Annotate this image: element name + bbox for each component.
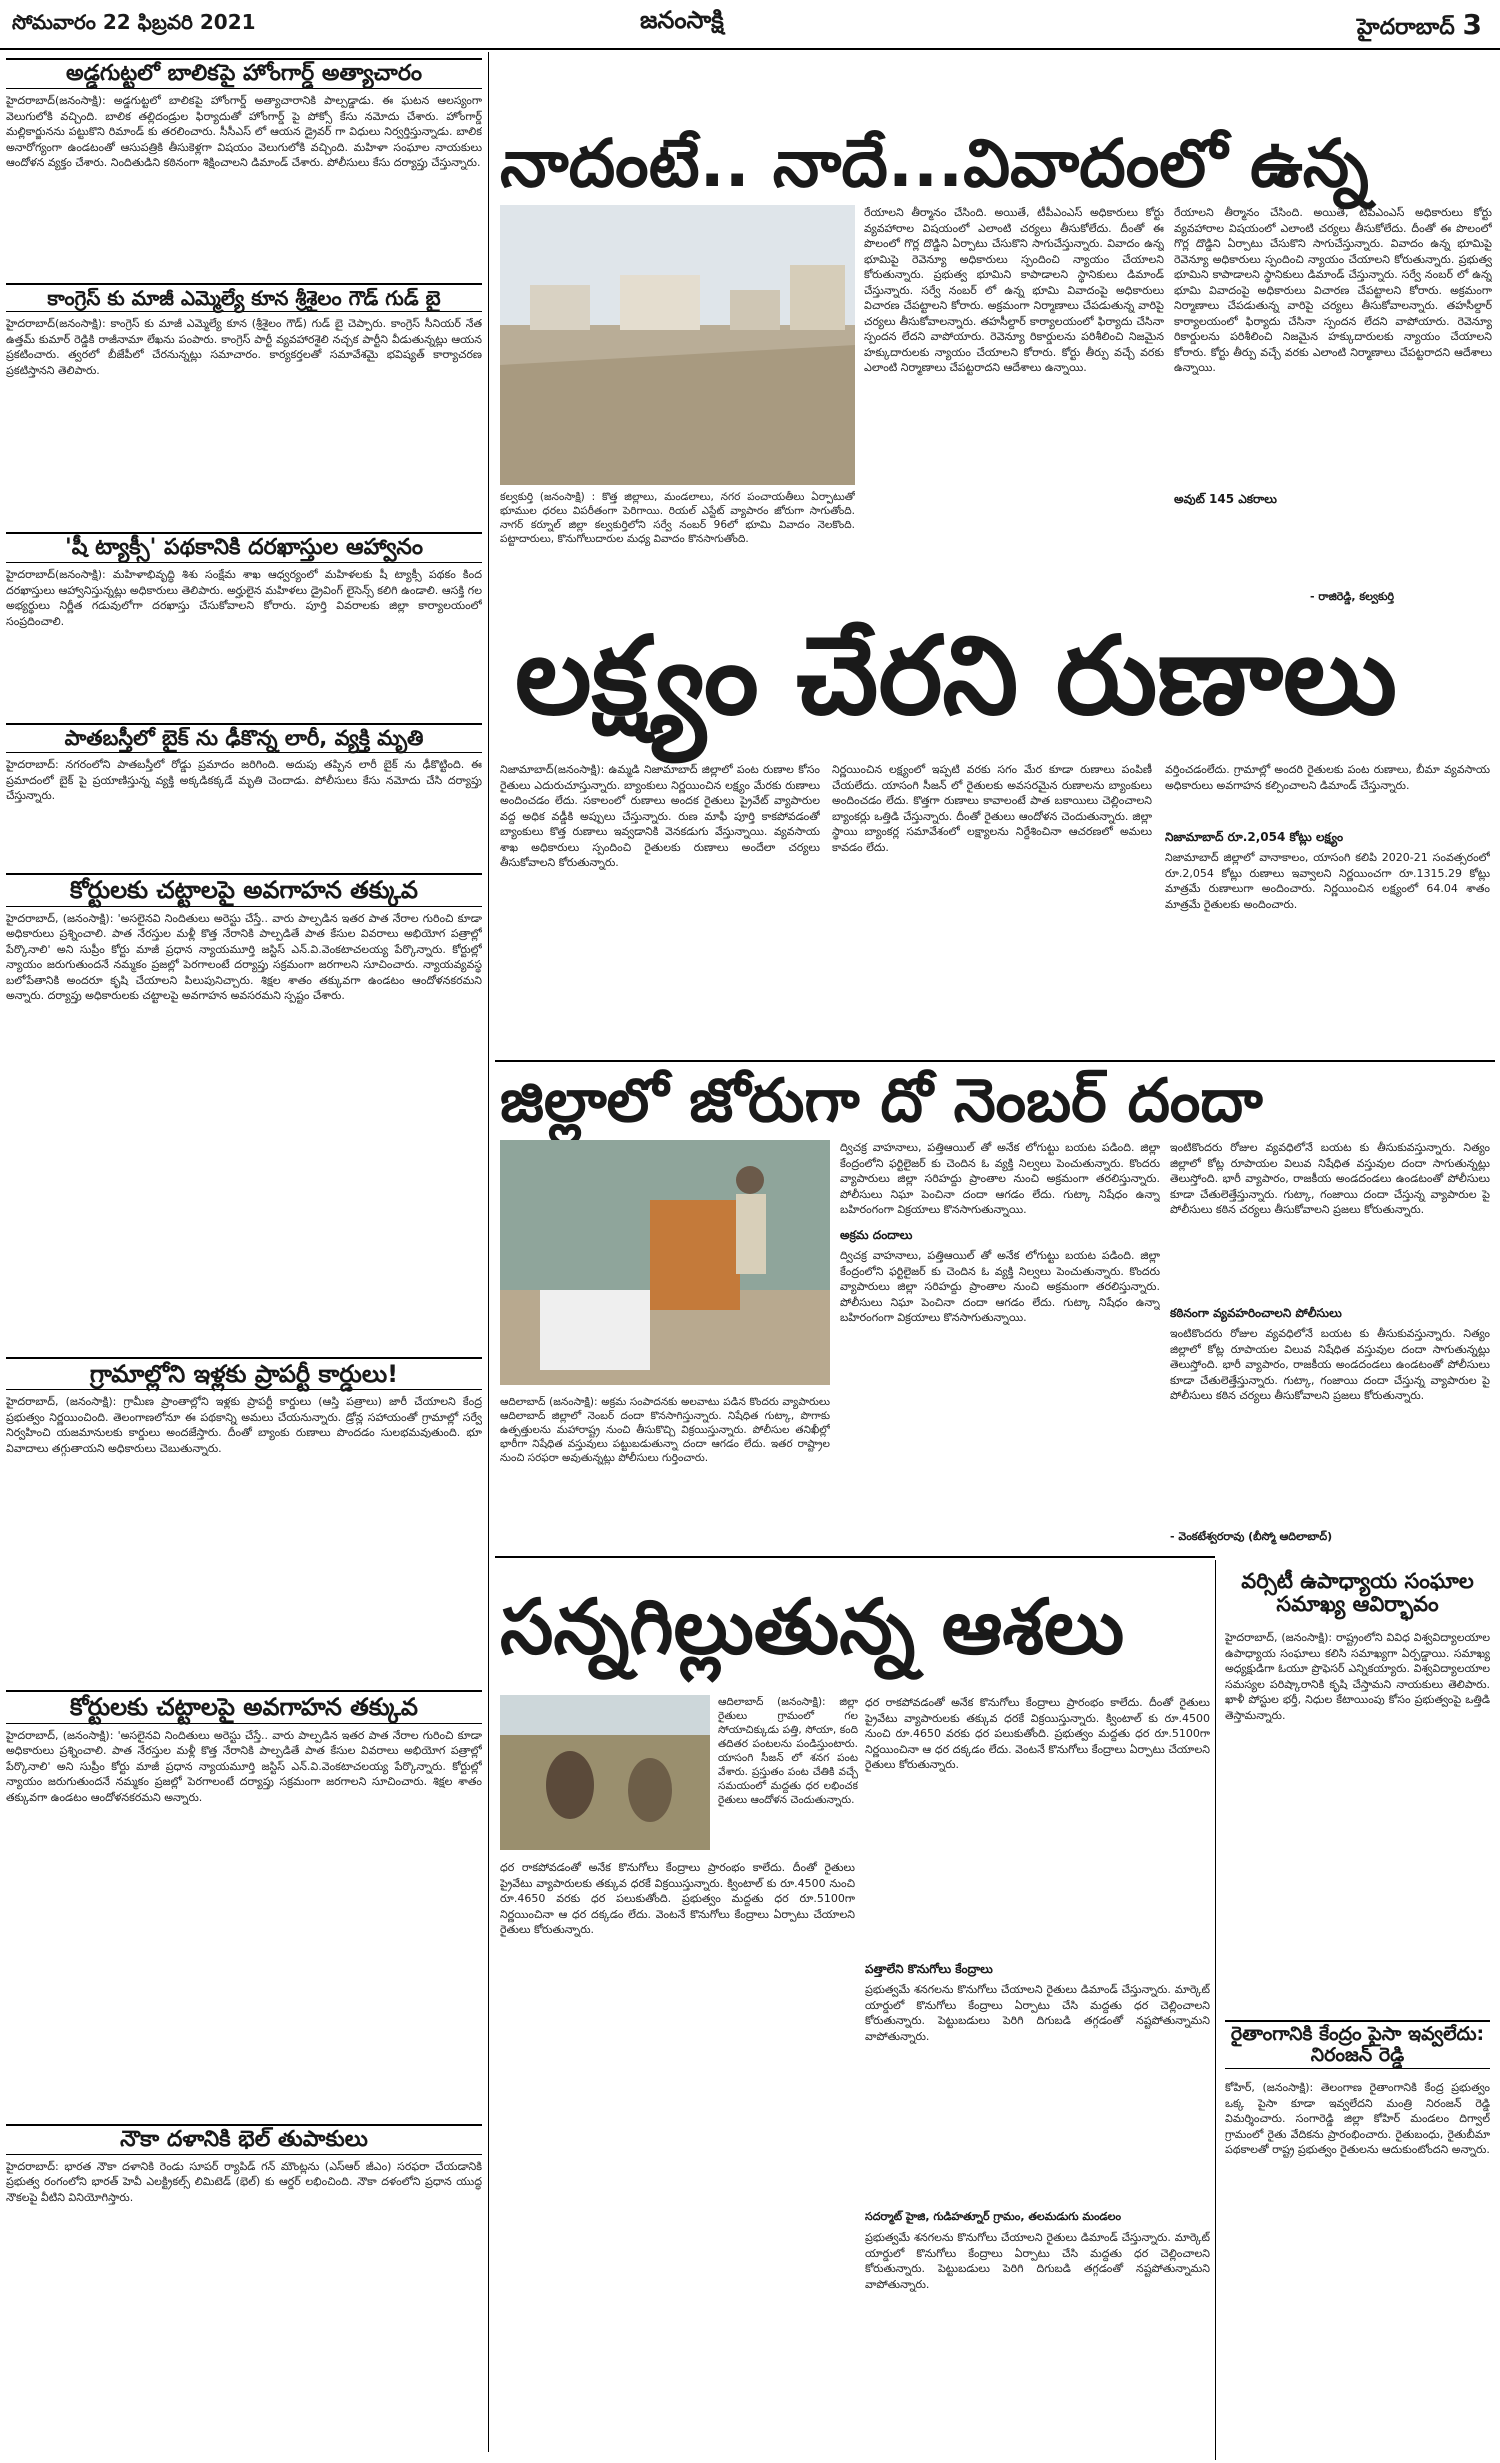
photo-caption: ఆదిలాబాద్ (జనంసాక్షి): అక్రమ సంపాదనకు అలవాటు పడిన కొందరు వ్యాపారులు ఆదిలాబాద్ జిల్లాలో నెంబర్ దందా కొనసాగిస్తున్నారు. నిషేధిత గుట్కా, పొగాకు ఉత్పత్తులను మహారాష్ట్ర నుంచి తీసుకొచ్చి విక్రయిస్తున్నారు. పోలీసుల తనిఖీల్లో భారీగా నిషేధిత వస్తువులు పట్టుబడుతున్నా దందా ఆగడం లేదు. ఇతర రాష్ట్రాల నుంచి సరఫరా అవుతున్నట్లు పోలీసులు గుర్తించారు. <box>500 1396 830 1464</box>
article-body: హైదరాబాద్: భారత నౌకా దళానికి రెండు సూపర్ ర్యాపిడ్ గన్ మౌంట్లను (ఎస్ఆర్ జీఎం) సరఫరా చేయడానికి ప్రభుత్వ రంగంలోని భారత్ హెవీ ఎలక్ట్రికల్స్ లిమిటెడ్ (భెల్) కు ఆర్డర్ లభించింది. నౌకా దళంలోని ప్రధాన యుద్ధ నౌకలపై వీటిని వినియోగిస్తారు. <box>6 2159 482 2204</box>
photo-seized-goods <box>500 1140 830 1385</box>
article-body: రేయాలని తీర్మానం చేసింది. అయితే, టీపీఎంఎస్ అధికారులు కోర్టు వ్యవహారాల విషయంలో ఎలాంటి చర్యలు తీసుకోలేదు. దీంతో ఈ పొలంలో గొర్ల దొడ్డిని ఏర్పాటు చేసుకొని సాగుచేస్తున్నారు. వివాదం ఉన్న భూమిపై రెవెన్యూ అధికారులు స్పందించి న్యాయం చేయాలని కోరుతున్నారు. ప్రభుత్వ భూమిని కాపాడాలని స్థానికులు డిమాండ్ చేస్తున్నారు. సర్వే నంబర్ లో ఉన్న భూమి వివాదంపై అధికారులు విచారణ చేపట్టాలని కోరారు. అక్రమంగా నిర్మాణాలు చేపడుతున్న వారిపై చర్యలు తీసుకోవాలన్నారు. తహసీల్దార్ కార్యాలయంలో ఫిర్యాదు చేసినా స్పందన లేదని వాపోయారు. రెవెన్యూ రికార్డులను పరిశీలించి నిజమైన హక్కుదారులకు న్యాయం చేయాలని కోరారు. కోర్టు తీర్పు వచ్చే వరకు ఎలాంటి నిర్మాణాలు చేపట్టరాదని ఆదేశాలు ఉన్నాయి. <box>1174 206 1492 374</box>
article-body: కోహిర్, (జనంసాక్షి): తెలంగాణ రైతాంగానికి కేంద్ర ప్రభుత్వం ఒక్క పైసా కూడా ఇవ్వలేదని మంత్రి నిరంజన్ రెడ్డి విమర్శించారు. సంగారెడ్డి జిల్లా కోహిర్ మండలం దిగ్వాల్ గ్రామంలో రైతు వేదికను ప్రారంభించారు. రైతుబంధు, రైతుబీమా పథకాలతో రాష్ట్ర ప్రభుత్వం రైతులను ఆదుకుంటోందని అన్నారు. <box>1225 2081 1490 2156</box>
issue-date: సోమవారం 22 ఫిబ్రవరి 2021 <box>12 10 256 34</box>
article-body: రేయాలని తీర్మానం చేసింది. అయితే, టీపీఎంఎస్ అధికారులు కోర్టు వ్యవహారాల విషయంలో ఎలాంటి చర్యలు తీసుకోలేదు. దీంతో ఈ పొలంలో గొర్ల దొడ్డిని ఏర్పాటు చేసుకొని సాగుచేస్తున్నారు. వివాదం ఉన్న భూమిపై రెవెన్యూ అధికారులు స్పందించి న్యాయం చేయాలని కోరుతున్నారు. ప్రభుత్వ భూమిని కాపాడాలని స్థానికులు డిమాండ్ చేస్తున్నారు. సర్వే నంబర్ లో ఉన్న భూమి వివాదంపై అధికారులు విచారణ చేపట్టాలని కోరారు. అక్రమంగా నిర్మాణాలు చేపడుతున్న వారిపై చర్యలు తీసుకోవాలన్నారు. తహసీల్దార్ కార్యాలయంలో ఫిర్యాదు చేసినా స్పందన లేదని వాపోయారు. రెవెన్యూ రికార్డులను పరిశీలించి నిజమైన హక్కుదారులకు న్యాయం చేయాలని కోరారు. కోర్టు తీర్పు వచ్చే వరకు ఎలాంటి నిర్మాణాలు చేపట్టరాదని ఆదేశాలు ఉన్నాయి. <box>864 206 1164 374</box>
subheading: పత్తాలేని కొనుగోలు కేంద్రాలు <box>865 1962 993 1976</box>
article-body: హైదరాబాద్, (జనంసాక్షి): 'అసలైనవి నిందితులు అరెస్టు చేస్తే.. వారు పాల్పడిన ఇతర పాత నేరాల గురించి కూడా అధికారులు ప్రశ్నించాలి. పాత నేరస్తుల మళ్లీ కొత్త నేరానికి పాల్పడితే పాత కేసుల వివరాలు అభియోగ పత్రాల్లో పేర్కొనాలి' అని సుప్రీం కోర్టు మాజీ ప్రధాన న్యాయమూర్తి జస్టిస్ ఎన్.వి.వెంకటాచలయ్య పేర్కొన్నారు. కోర్టుల్లో న్యాయం జరుగుతుందనే నమ్మకం ప్రజల్లో పెరగాలంటే దర్యాప్తు సక్రమంగా జరగాలని సూచించారు. శిక్షల శాతం తక్కువగా ఉండటం ఆందోళనకరమని అన్నారు. <box>6 1728 482 1804</box>
headline-left-3: 'షీ ట్యాక్సీ' పథకానికి దరఖాస్తుల ఆహ్వానం <box>6 532 482 563</box>
photo-farmers-field <box>500 1695 710 1850</box>
headline-left-6: గ్రామాల్లోని ఇళ్లకు ప్రాపర్టీ కార్డులు! <box>6 1357 482 1390</box>
article-body: నిర్ణయించిన లక్ష్యంలో ఇప్పటి వరకు సగం మేర కూడా రుణాలు పంపిణీ చేయలేదు. యాసంగి సీజన్ లో రైతులకు అవసరమైన రుణాలను బ్యాంకులు అందించడం లేదు. కొత్తగా రుణాలు కావాలంటే పాత బకాయిలు చెల్లించాలని బ్యాంకర్లు ఒత్తిడి చేస్తున్నారు. దీంతో రైతులు ఆందోళన చెందుతున్నారు. జిల్లా స్థాయి బ్యాంకర్ల సమావేశంలో లక్ష్యాలను నిర్దేశించినా ఆచరణలో అమలు కావడం లేదు. <box>832 763 1152 854</box>
column-rule <box>1215 1560 1216 2460</box>
headline-left-8: నౌకా దళానికి భెల్ తుపాకులు <box>6 2124 482 2155</box>
article-body: ధర రాకపోవడంతో అనేక కొనుగోలు కేంద్రాలు ప్రారంభం కాలేదు. దీంతో రైతులు ప్రైవేటు వ్యాపారులకు తక్కువ ధరకే విక్రయిస్తున్నారు. క్వింటాల్ కు రూ.4500 నుంచి రూ.4650 వరకు ధర పలుకుతోంది. ప్రభుత్వం మద్దతు ధర రూ.5100గా నిర్ణయించినా ఆ ధర దక్కడం లేదు. వెంటనే కొనుగోలు కేంద్రాలు ఏర్పాటు చేయాలని రైతులు కోరుతున్నారు. <box>865 1696 1210 1771</box>
page-number: 3 <box>1462 8 1482 41</box>
headline-left-4: పాతబస్తీలో బైక్ ను ఢీకొన్న లారీ, వ్యక్తి మృతి <box>6 723 482 753</box>
article-body: ద్విచక్ర వాహనాలు, పత్తిఆయిల్ తో అనేక లోగుట్టు బయట పడింది. జిల్లా కేంద్రంలోని ఫర్టిలైజర్ కు చెందిన ఓ వ్యక్తి నిల్వలు పెంచుతున్నారు. కొందరు వ్యాపారులు జిల్లా సరిహద్దు ప్రాంతాల నుంచి అక్రమంగా తరలిస్తున్నారు. పోలీసులు నిఘా పెంచినా దందా ఆగడం లేదు. గుట్కా నిషేధం ఉన్నా బహిరంగంగా విక్రయాలు కొనసాగుతున్నాయి. <box>840 1249 1160 1324</box>
headline-left-2: కాంగ్రెస్ కు మాజీ ఎమ్మెల్యే కూన శ్రీశైలం గౌడ్ గుడ్ బై <box>6 283 482 312</box>
headline-loans: లక్ష్యం చేరని రుణాలు <box>515 614 1397 739</box>
article-body: ఇంటికొందరు రోజుల వ్యవధిలోనే బయట కు తీసుకువస్తున్నారు. నిత్యం జిల్లాలో కోట్ల రూపాయల విలువ నిషేధిత వస్తువుల దందా సాగుతున్నట్లు తెలుస్తోంది. భారీ వ్యాపారం, రాజకీయ అండదండలు ఉండటంతో పోలీసులు కూడా చేతులెత్తేస్తున్నారు. గుట్కా, గంజాయి దందా చేస్తున్న వ్యాపారుల పై పోలీసులు కఠిన చర్యలు తీసుకోవాలని ప్రజలు కోరుతున్నారు. <box>1170 1141 1490 1216</box>
article-body: హైదరాబాద్, (జనంసాక్షి): గ్రామీణ ప్రాంతాల్లోని ఇళ్లకు ప్రాపర్టీ కార్డులు (ఆస్తి పత్రాలు) జారీ చేయాలని కేంద్ర ప్రభుత్వం నిర్ణయించింది. తెలంగాణలోనూ ఈ పథకాన్ని అమలు చేయనున్నారు. డ్రోన్ల సహాయంతో గ్రామాల్లో సర్వే నిర్వహించి యజమానులకు కార్డులు అందజేస్తారు. దీంతో బ్యాంకు రుణాలు పొందడం సులభమవుతుంది. భూ వివాదాలు తగ్గుతాయని అధికారులు చెబుతున్నారు. <box>6 1395 482 1455</box>
subheading: కఠినంగా వ్యవహరించాలని పోలీసులు <box>1170 1306 1342 1320</box>
article-body: హైదరాబాద్: నగరంలోని పాతబస్తీలో రోడ్డు ప్రమాదం జరిగింది. అదుపు తప్పిన లారీ బైక్ ను ఢీకొట్టింది. ఈ ప్రమాదంలో బైక్ పై ప్రయాణిస్తున్న వ్యక్తి అక్కడికక్కడే మృతి చెందాడు. పోలీసులు కేసు నమోదు చేసి దర్యాప్తు చేస్తున్నారు. <box>6 758 482 803</box>
article-body: హైదరాబాద్(జనంసాక్షి): అడ్డగుట్టలో బాలికపై హోంగార్డ్ అత్యాచారానికి పాల్పడ్డాడు. ఈ ఘటన ఆలస్యంగా వెలుగులోకి వచ్చింది. బాలిక తల్లిదండ్రుల ఫిర్యాదుతో హోంగార్డ్ పై పోక్సో కేసు నమోదు చేశారు. హోంగార్డ్ మల్లికార్జునను పట్టుకొని రిమాండ్ కు తరలించారు. సీసీఎస్ లో ఆయన డ్రైవర్ గా విధులు నిర్వర్తిస్తున్నాడు. బాలిక అనారోగ్యంగా ఉండటంతో ఆసుపత్రికి తీసుకెళ్లగా విషయం వెలుగులోకి వచ్చింది. మహిళా సంఘాల నాయకులు ఆందోళన వ్యక్తం చేశారు. నిందితుడిని కఠినంగా శిక్షించాలని డిమాండ్ చేశారు. పోలీసులు కేసు దర్యాప్తు చేస్తున్నారు. <box>6 94 482 170</box>
headline-two-number-business: జిల్లాలో జోరుగా దో నెంబర్ దందా <box>500 1066 1263 1136</box>
headline-hopes-fading: సన్నగిల్లుతున్న ఆశలు <box>500 1582 1125 1671</box>
headline-varsity-teachers: వర్సిటీ ఉపాధ్యాయ సంఘాల సమాఖ్య ఆవిర్భావం <box>1241 1569 1474 1617</box>
article-body: నిజామాబాద్(జనంసాక్షి): ఉమ్మడి నిజామాబాద్ జిల్లాలో పంట రుణాల కోసం రైతులు ఎదురుచూస్తున్నారు. బ్యాంకులు నిర్ణయించిన లక్ష్యం మేరకు రుణాలు అందించడం లేదు. సకాలంలో రుణాలు అందక రైతులు ప్రైవేట్ వ్యాపారుల వద్ద అధిక వడ్డీకి అప్పులు చేస్తున్నారు. రుణ మాఫీ పూర్తి కాకపోవడంతో బ్యాంకులు కొత్త రుణాలు ఇవ్వడానికి వెనకడుగు వేస్తున్నాయి. వ్యవసాయ శాఖ అధికారులు స్పందించి రైతులకు రుణాలు అందేలా చర్యలు తీసుకోవాలని కోరుతున్నారు. <box>500 763 820 869</box>
headline-left-7: కోర్టులకు చట్టాలపై అవగాహన తక్కువ <box>6 1690 482 1723</box>
article-body: హైదరాబాద్, (జనంసాక్షి): రాష్ట్రంలోని వివిధ విశ్వవిద్యాలయాల ఉపాధ్యాయ సంఘాలు కలిసి సమాఖ్యగా ఏర్పడ్డాయి. సమాఖ్య అధ్యక్షుడిగా ఓయూ ప్రొఫెసర్ ఎన్నికయ్యారు. విశ్వవిద్యాలయాల సమస్యల పరిష్కారానికి కృషి చేస్తామని నాయకులు తెలిపారు. ఖాళీ పోస్టుల భర్తీ, నిధుల కేటాయింపు కోసం ప్రభుత్వంపై ఒత్తిడి తెస్తామన్నారు. <box>1225 1631 1490 1722</box>
photo-caption: ఆదిలాబాద్ (జనంసాక్షి): జిల్లా రైతులు గ్రామంలో గల సోయాచిక్కుడు పత్తి, సోయా, కంది తదితర పంటలను పండిస్తుంటారు. యాసంగి సీజన్ లో శనగ పంట వేశారు. ప్రస్తుతం పంట చేతికి వచ్చే సమయంలో మద్దతు ధర లభించక రైతులు ఆందోళన చెందుతున్నారు. <box>718 1696 858 1806</box>
headline-left-1: అడ్డగుట్టలో బాలికపై హోంగార్డ్ అత్యాచారం <box>6 58 482 89</box>
subheading: నిజామాబాద్ రూ.2,054 కోట్లు లక్ష్యం <box>1165 830 1344 844</box>
photo-caption: కల్వకుర్తి (జనంసాక్షి) : కొత్త జిల్లాలు, మండలాలు, నగర పంచాయతీలు ఏర్పాటుతో భూముల ధరలు విపరీతంగా పెరిగాయి. రియల్ ఎస్టేట్ వ్యాపారం జోరుగా సాగుతోంది. నాగర్ కర్నూల్ జిల్లా కల్వకుర్తిలోని సర్వే నంబర్ 96లో భూమి వివాదం నెలకొంది. పట్టాదారులు, కొనుగోలుదారుల మధ్య వివాదం కొనసాగుతోంది. <box>500 491 855 545</box>
headline-left-5: కోర్టులకు చట్టాలపై అవగాహన తక్కువ <box>6 873 482 906</box>
article-body: ద్విచక్ర వాహనాలు, పత్తిఆయిల్ తో అనేక లోగుట్టు బయట పడింది. జిల్లా కేంద్రంలోని ఫర్టిలైజర్ కు చెందిన ఓ వ్యక్తి నిల్వలు పెంచుతున్నారు. కొందరు వ్యాపారులు జిల్లా సరిహద్దు ప్రాంతాల నుంచి అక్రమంగా తరలిస్తున్నారు. పోలీసులు నిఘా పెంచినా దందా ఆగడం లేదు. గుట్కా నిషేధం ఉన్నా బహిరంగంగా విక్రయాలు కొనసాగుతున్నాయి. <box>840 1141 1160 1216</box>
byline: - వెంకటేశ్వరరావు (బీస్మో ఆదిలాబాద్) <box>1170 1530 1333 1543</box>
column-rule <box>488 52 489 2452</box>
headline-land-dispute: నాదంటే.. నాదే...వివాదంలో ఉన్న <box>500 125 1369 202</box>
subheading: సదర్మాట్ హైజి, గుడిహత్నూర్ గ్రామం, తలమడుగు మండలం <box>865 2210 1122 2223</box>
article-body: హైదరాబాద్(జనంసాక్షి): కాంగ్రెస్ కు మాజీ ఎమ్మెల్యే కూన (శ్రీశైలం గౌడ్) గుడ్ బై చెప్పారు. కాంగ్రెస్ సీనియర్ నేత ఉత్తమ్ కుమార్ రెడ్డికి రాజీనామా లేఖను పంపారు. కాంగ్రెస్ పార్టీ వ్యవహారశైలి నచ్చక పార్టీని వీడుతున్నట్లు ఆయన ప్రకటించారు. త్వరలో బీజేపీలో చేరనున్నట్లు సమాచారం. కార్యకర్తలతో సమావేశమై భవిష్యత్ కార్యాచరణ ప్రకటిస్తానని తెలిపారు. <box>6 317 482 377</box>
left-column <box>6 58 482 2309</box>
subheading: అక్రమ దందాలు <box>840 1228 913 1242</box>
article-body: హైదరాబాద్, (జనంసాక్షి): 'అసలైనవి నిందితులు అరెస్టు చేస్తే.. వారు పాల్పడిన ఇతర పాత నేరాల గురించి కూడా అధికారులు ప్రశ్నించాలి. పాత నేరస్తుల మళ్లీ కొత్త నేరానికి పాల్పడితే పాత కేసుల వివరాలు అభియోగ పత్రాల్లో పేర్కొనాలి' అని సుప్రీం కోర్టు మాజీ ప్రధాన న్యాయమూర్తి జస్టిస్ ఎన్.వి.వెంకటాచలయ్య పేర్కొన్నారు. కోర్టుల్లో న్యాయం జరుగుతుందనే నమ్మకం ప్రజల్లో పెరగాలంటే దర్యాప్తు సక్రమంగా జరగాలని సూచించారు. న్యాయవ్యవస్థ బలోపేతానికి అందరూ కృషి చేయాలని పిలుపునిచ్చారు. శిక్షల శాతం తక్కువగా ఉండటం ఆందోళనకరమని అన్నారు. దర్యాప్తు అధికారులకు చట్టాలపై అవగాహన అవసరమని స్పష్టం చేశారు. <box>6 911 482 1003</box>
article-body: ఇంటికొందరు రోజుల వ్యవధిలోనే బయట కు తీసుకువస్తున్నారు. నిత్యం జిల్లాలో కోట్ల రూపాయల విలువ నిషేధిత వస్తువుల దందా సాగుతున్నట్లు తెలుస్తోంది. భారీ వ్యాపారం, రాజకీయ అండదండలు ఉండటంతో పోలీసులు కూడా చేతులెత్తేస్తున్నారు. గుట్కా, గంజాయి దందా చేస్తున్న వ్యాపారుల పై పోలీసులు కఠిన చర్యలు తీసుకోవాలని ప్రజలు కోరుతున్నారు. <box>1170 1327 1490 1402</box>
article-body: వర్తించడంలేదు. గ్రామాల్లో అందరి రైతులకు పంట రుణాలు, బీమా వ్యవసాయ అధికారులు అవగాహన కల్పించాలని డిమాండ్ చేస్తున్నారు. <box>1165 763 1490 792</box>
article-body: ప్రభుత్వమే శనగలను కొనుగోలు చేయాలని రైతులు డిమాండ్ చేస్తున్నారు. మార్కెట్ యార్డులో కొనుగోలు కేంద్రాలు ఏర్పాటు చేసి మద్దతు ధర చెల్లించాలని కోరుతున్నారు. పెట్టుబడులు పెరిగి దిగుబడి తగ్గడంతో నష్టపోతున్నామని వాపోతున్నారు. <box>865 1983 1210 2043</box>
article-body: హైదరాబాద్(జనంసాక్షి): మహిళాభివృద్ధి శిశు సంక్షేమ శాఖ ఆధ్వర్యంలో మహిళలకు షీ ట్యాక్సీ పథకం కింద దరఖాస్తులు ఆహ్వానిస్తున్నట్లు అధికారులు తెలిపారు. అర్హులైన మహిళలు డ్రైవింగ్ లైసెన్స్ కలిగి ఉండాలి. ఆసక్తి గల అభ్యర్థులు నిర్ణీత గడువులోగా దరఖాస్తు చేసుకోవాలని కోరారు. పూర్తి వివరాలకు జిల్లా కార్యాలయంలో సంప్రదించాలి. <box>6 568 482 628</box>
edition-city: హైదరాబాద్ 3 <box>1356 8 1482 41</box>
newspaper-logo: జనంసాక్షి <box>640 6 724 34</box>
photo-disputed-land <box>500 205 855 485</box>
subheading: అవుట్ 145 ఎకరాలు <box>1174 492 1277 506</box>
section-rule <box>495 1556 1215 1558</box>
article-body: ధర రాకపోవడంతో అనేక కొనుగోలు కేంద్రాలు ప్రారంభం కాలేదు. దీంతో రైతులు ప్రైవేటు వ్యాపారులకు తక్కువ ధరకే విక్రయిస్తున్నారు. క్వింటాల్ కు రూ.4500 నుంచి రూ.4650 వరకు ధర పలుకుతోంది. ప్రభుత్వం మద్దతు ధర రూ.5100గా నిర్ణయించినా ఆ ధర దక్కడం లేదు. వెంటనే కొనుగోలు కేంద్రాలు ఏర్పాటు చేయాలని రైతులు కోరుతున్నారు. <box>500 1861 855 1936</box>
article-body: ప్రభుత్వమే శనగలను కొనుగోలు చేయాలని రైతులు డిమాండ్ చేస్తున్నారు. మార్కెట్ యార్డులో కొనుగోలు కేంద్రాలు ఏర్పాటు చేసి మద్దతు ధర చెల్లించాలని కోరుతున్నారు. పెట్టుబడులు పెరిగి దిగుబడి తగ్గడంతో నష్టపోతున్నామని వాపోతున్నారు. <box>865 2231 1210 2291</box>
article-body: నిజామాబాద్ జిల్లాలో వానాకాలం, యాసంగి కలిపి 2020-21 సంవత్సరంలో రూ.2,054 కోట్లు రుణాలు ఇవ్వాలని నిర్ణయించగా రూ.1315.29 కోట్లు మాత్రమే రుణాలుగా అందించారు. నిర్ణయించిన లక్ష్యంలో 64.04 శాతం మాత్రమే రైతులకు అందించారు. <box>1165 851 1490 911</box>
masthead <box>0 0 1500 50</box>
byline: - రాజిరెడ్డి, కల్వకుర్తి <box>1310 590 1395 603</box>
section-rule <box>495 1060 1495 1062</box>
headline-niranjan-reddy: రైతాంగానికి కేంద్రం పైసా ఇవ్వలేదు: నిరంజన్ రెడ్డి <box>1225 2020 1490 2069</box>
